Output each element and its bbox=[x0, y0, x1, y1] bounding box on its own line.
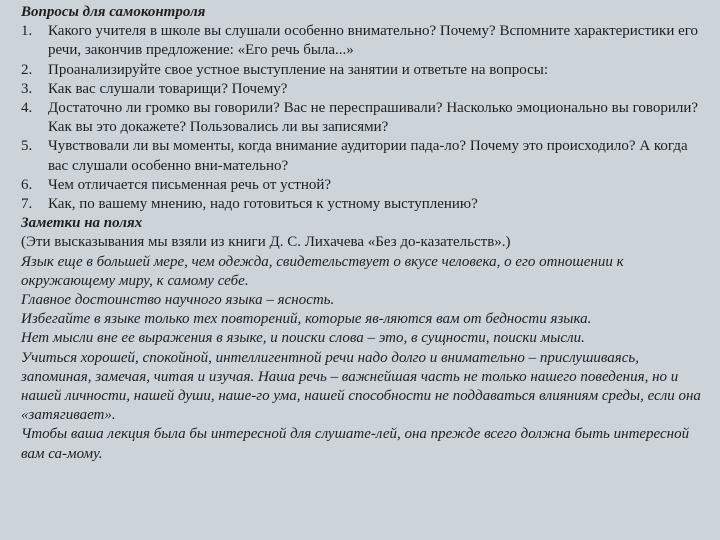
question-text: Как, по вашему мнению, надо готовиться к устному выступлению? bbox=[48, 196, 478, 213]
list-item bbox=[21, 22, 706, 60]
list-item bbox=[21, 80, 706, 99]
question-text: Какого учителя в школе вы слушали особенно внимательно? Почему? Вспомните характеристики его речи, закончив предложение: «Его речь была...» bbox=[48, 23, 699, 59]
quote-paragraph: Избегайте в языке только тех повторений, которые яв-ляются вам от бедности языка. bbox=[21, 311, 592, 328]
questions-list bbox=[21, 22, 706, 214]
question-text: Проанализируйте свое устное выступление на занятии и ответьте на вопросы: bbox=[48, 61, 549, 78]
section-title-self-control: Вопросы для самоконтроля bbox=[21, 4, 206, 20]
list-number: 7. bbox=[21, 196, 33, 213]
list-number: 2. bbox=[21, 61, 33, 78]
list-item bbox=[21, 137, 706, 175]
list-item bbox=[21, 99, 706, 137]
list-number: 3. bbox=[21, 80, 33, 97]
list-number: 4. bbox=[21, 100, 33, 117]
list-item bbox=[21, 195, 706, 214]
list-number: 5. bbox=[21, 138, 33, 155]
list-number: 6. bbox=[21, 176, 33, 193]
list-number: 1. bbox=[21, 23, 33, 40]
list-item bbox=[21, 61, 706, 80]
question-text: Достаточно ли громко вы говорили? Вас не переспрашивали? Насколько эмоционально вы говорили? Как вы это докажете? Пользовались ли вы записями? bbox=[48, 100, 699, 136]
question-text: Чувствовали ли вы моменты, когда внимание аудитории пада-ло? Почему это происходило? А когда вас слушали особенно вни-мательно? bbox=[48, 138, 688, 174]
list-item bbox=[21, 176, 706, 195]
source-note: (Эти высказывания мы взяли из книги Д. С. Лихачева «Без до-казательств».) bbox=[21, 234, 511, 251]
section-title-margin-notes: Заметки на полях bbox=[21, 215, 143, 232]
quote-paragraph: Чтобы ваша лекция была бы интересной для слушате-лей, она прежде всего должна быть интересной вам са-мому. bbox=[21, 426, 690, 462]
quote-paragraph: Нет мысли вне ее выражения в языке, и поиски слова – это, в сущности, поиски мысли. bbox=[21, 330, 585, 347]
question-text: Чем отличается письменная речь от устной? bbox=[48, 176, 332, 193]
question-text: Как вас слушали товарищи? Почему? bbox=[48, 80, 288, 97]
quote-paragraph: Язык еще в большей мере, чем одежда, свидетельствует о вкусе человека, о его отношении к окружающему миру, к самому себе. bbox=[21, 253, 624, 289]
quote-paragraph: Учиться хорошей, спокойной, интеллигентной речи надо долго и внимательно – прислушиваясь, запоминая, замечая, читая и изучая. Наша речь – важнейшая часть не только нашего поведения, но и нашей личности, нашей души, наше-го ума, нашей способности не поддаваться влияниям среды, если она «затягивает». bbox=[21, 349, 701, 424]
quote-paragraph: Главное достоинство научного языка – ясность. bbox=[21, 292, 335, 309]
